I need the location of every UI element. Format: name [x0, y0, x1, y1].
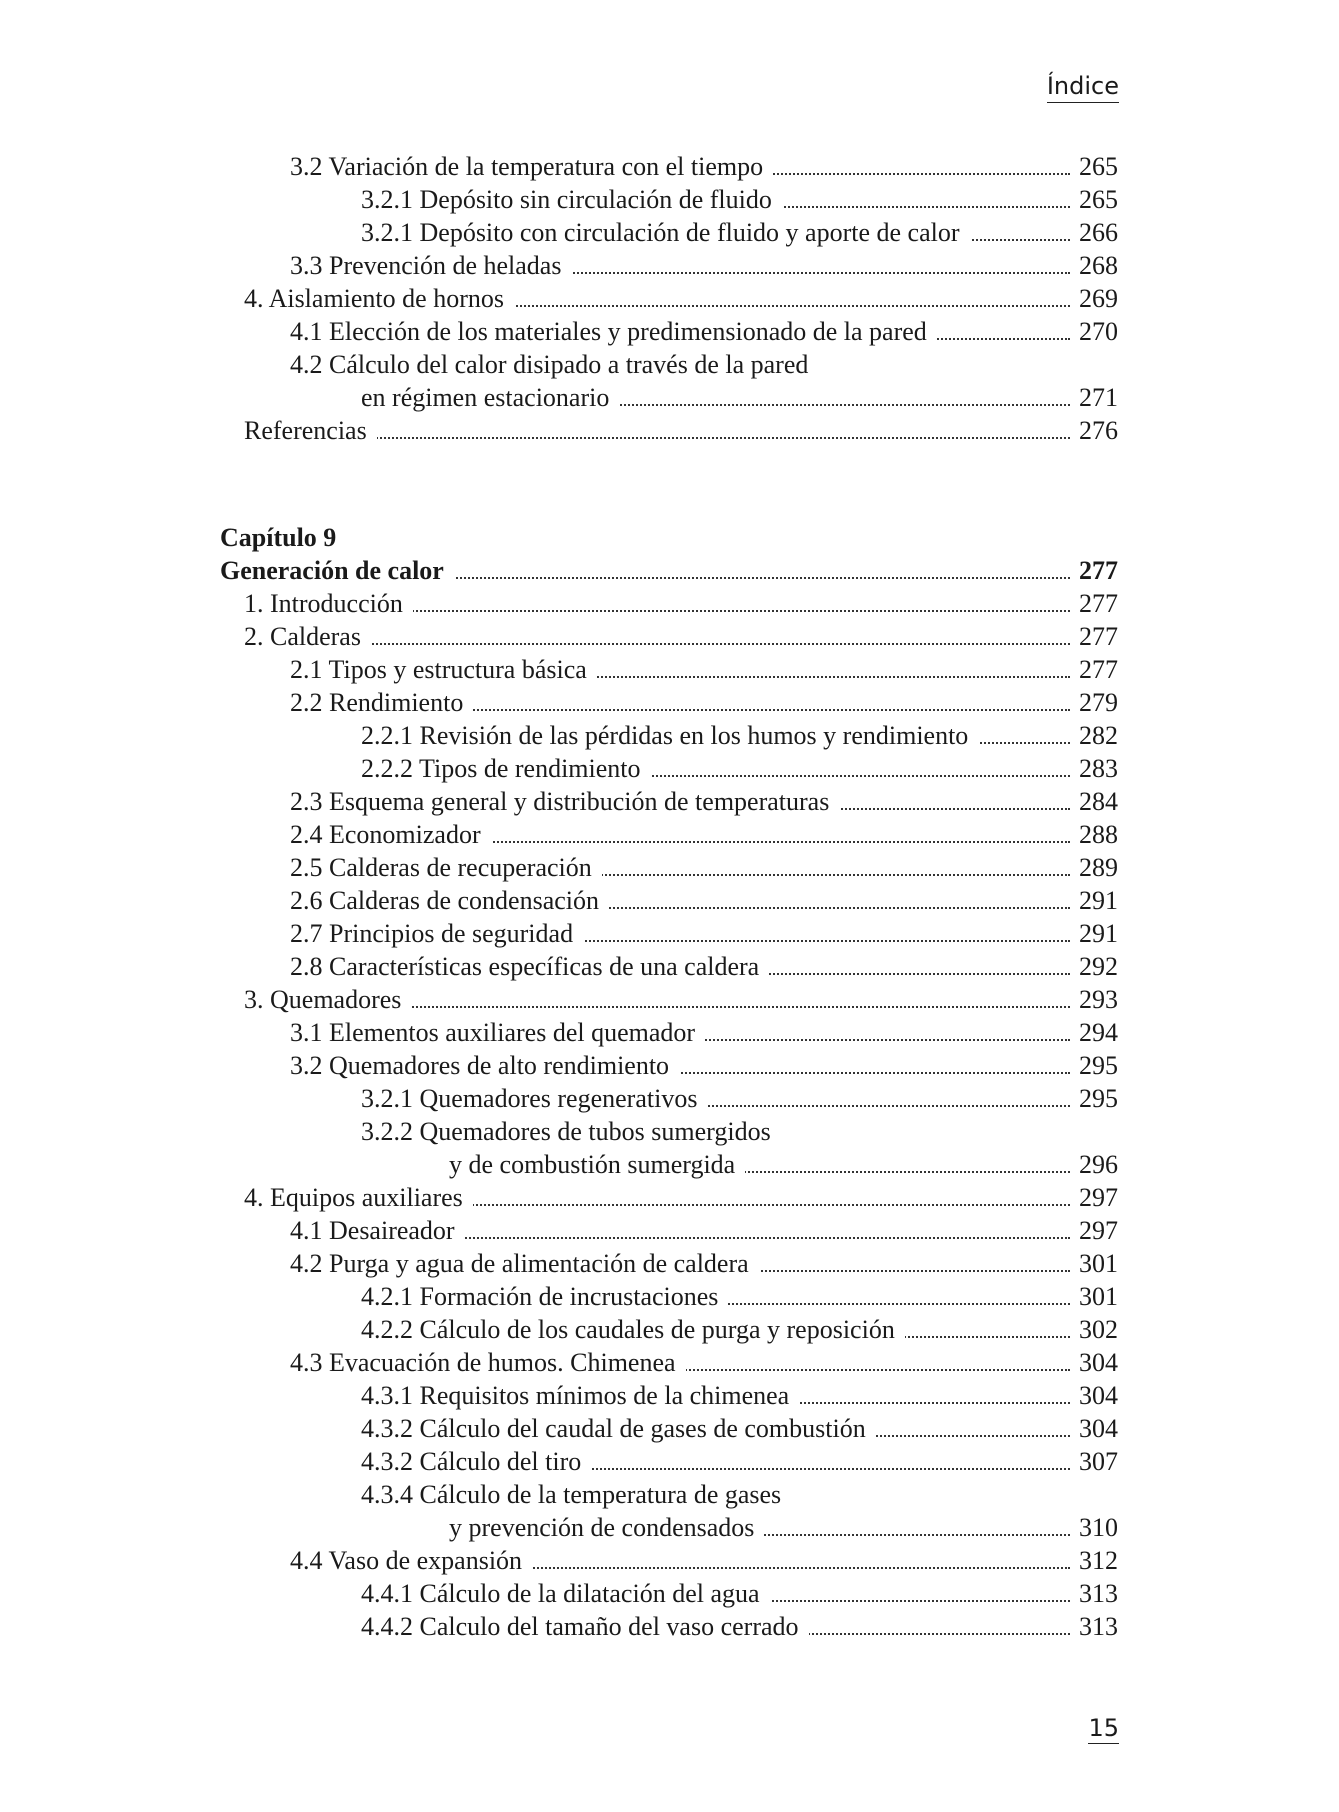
- toc-entry-page: 269: [1071, 282, 1118, 315]
- toc-entry-title: y prevención de condensados: [449, 1511, 764, 1544]
- toc-entry-page: 297: [1071, 1214, 1118, 1247]
- toc-entry-page: 295: [1071, 1049, 1118, 1082]
- toc-entry[interactable]: [220, 1412, 1118, 1445]
- toc-entry[interactable]: [220, 1610, 1118, 1643]
- toc-entry-title: 4.2.2 Cálculo de los caudales de purga y reposición: [361, 1313, 905, 1346]
- toc-entry-title: 4.1 Elección de los materiales y predimensionado de la pared: [290, 315, 937, 348]
- toc-entry-page: 279: [1071, 686, 1118, 719]
- toc-entry-title: en régimen estacionario: [361, 381, 619, 414]
- toc-entry[interactable]: [220, 752, 1118, 785]
- toc-entry[interactable]: [220, 1544, 1118, 1577]
- toc-entry[interactable]: [220, 950, 1118, 983]
- toc-entry[interactable]: [220, 1115, 1118, 1148]
- toc-entry-title: 3. Quemadores: [244, 983, 411, 1016]
- toc-entry[interactable]: [220, 1247, 1118, 1280]
- toc-entry-title: 4. Aislamiento de hornos: [244, 282, 514, 315]
- toc-entry-page: 301: [1071, 1247, 1118, 1280]
- toc-entry[interactable]: [220, 1346, 1118, 1379]
- toc-entry-page: 265: [1071, 150, 1118, 183]
- toc-entry-title: Generación de calor: [220, 554, 454, 587]
- toc-entry-title: 3.2 Quemadores de alto rendimiento: [290, 1049, 679, 1082]
- toc-entry-page: 293: [1071, 983, 1118, 1016]
- toc-entry[interactable]: [220, 1511, 1118, 1544]
- toc-entry-title: 2.1 Tipos y estructura básica: [290, 653, 597, 686]
- toc-entry-title: 4. Equipos auxiliares: [244, 1181, 473, 1214]
- toc-entry-page: 295: [1071, 1082, 1118, 1115]
- toc-entry-page: 271: [1071, 381, 1118, 414]
- toc-entry-title: 2.2.1 Revisión de las pérdidas en los humos y rendimiento: [361, 719, 978, 752]
- toc-entry-title: 2.5 Calderas de recuperación: [290, 851, 602, 884]
- toc-entry-page: 304: [1071, 1379, 1118, 1412]
- toc-entry[interactable]: [220, 1214, 1118, 1247]
- toc-entry[interactable]: [220, 884, 1118, 917]
- toc-entry-page: 276: [1071, 414, 1118, 447]
- toc-entry-title: 2.2.2 Tipos de rendimiento: [361, 752, 651, 785]
- toc-entry-title: 3.2.2 Quemadores de tubos sumergidos: [361, 1115, 781, 1148]
- toc-entry[interactable]: [220, 1181, 1118, 1214]
- chapter-label: Capítulo 9: [220, 523, 337, 552]
- toc-entry-page: 297: [1071, 1181, 1118, 1214]
- toc-entry-page: 282: [1071, 719, 1118, 752]
- toc-entry[interactable]: [220, 1313, 1118, 1346]
- toc-entry-page: 313: [1071, 1610, 1118, 1643]
- toc-entry-page: 301: [1071, 1280, 1118, 1313]
- toc-entry-title: 2. Calderas: [244, 620, 371, 653]
- toc-entry[interactable]: [220, 282, 1118, 315]
- toc-entry-title: 1. Introducción: [244, 587, 413, 620]
- toc-entry[interactable]: [220, 686, 1118, 719]
- toc-chapter-section: [220, 554, 1118, 1643]
- toc-entry-page: 284: [1071, 785, 1118, 818]
- toc-entry[interactable]: [220, 1280, 1118, 1313]
- toc-entry-title: 4.4 Vaso de expansión: [290, 1544, 532, 1577]
- toc-entry-page: 313: [1071, 1577, 1118, 1610]
- toc-entry[interactable]: [220, 983, 1118, 1016]
- toc-entry-page: 296: [1071, 1148, 1118, 1181]
- toc-entry-title: 4.1 Desaireador: [290, 1214, 465, 1247]
- toc-entry-title: 3.3 Prevención de heladas: [290, 249, 571, 282]
- toc-entry-page: 291: [1071, 917, 1118, 950]
- toc-entry[interactable]: [220, 1082, 1118, 1115]
- toc-entry[interactable]: [220, 315, 1118, 348]
- toc-entry-title: 3.1 Elementos auxiliares del quemador: [290, 1016, 705, 1049]
- toc-entry-title: 4.3.2 Cálculo del caudal de gases de combustión: [361, 1412, 876, 1445]
- toc-entry-page: 277: [1071, 554, 1118, 587]
- toc-entry[interactable]: [220, 719, 1118, 752]
- toc-entry-page: 270: [1071, 315, 1118, 348]
- toc-entry[interactable]: [220, 414, 1118, 447]
- toc-entry[interactable]: [220, 620, 1118, 653]
- toc-entry-page: 289: [1071, 851, 1118, 884]
- toc-chapter-title-row[interactable]: [220, 554, 1118, 587]
- toc-entry-page: 302: [1071, 1313, 1118, 1346]
- toc-entry[interactable]: [220, 1016, 1118, 1049]
- toc-entry-title: 2.6 Calderas de condensación: [290, 884, 609, 917]
- toc-entry-title: 4.2 Purga y agua de alimentación de caldera: [290, 1247, 759, 1280]
- toc-entry[interactable]: [220, 1577, 1118, 1610]
- toc-entry-title: 3.2.1 Depósito con circulación de fluido y aporte de calor: [361, 216, 970, 249]
- toc-entry-title: 2.7 Principios de seguridad: [290, 917, 583, 950]
- page-number: 15: [1088, 1714, 1119, 1742]
- toc-entry[interactable]: [220, 785, 1118, 818]
- toc-entry-page: 288: [1071, 818, 1118, 851]
- toc-continued-section: [220, 150, 1118, 447]
- toc-entry[interactable]: [220, 818, 1118, 851]
- toc-entry-page: 307: [1071, 1445, 1118, 1478]
- toc-entry[interactable]: [220, 1049, 1118, 1082]
- toc-entry-title: 4.4.1 Cálculo de la dilatación del agua: [361, 1577, 770, 1610]
- toc-entry-title: 4.3.4 Cálculo de la temperatura de gases: [361, 1478, 791, 1511]
- toc-entry-page: 304: [1071, 1412, 1118, 1445]
- toc-entry-title: 4.3.1 Requisitos mínimos de la chimenea: [361, 1379, 799, 1412]
- toc-entry[interactable]: [220, 216, 1118, 249]
- toc-entry-page: 304: [1071, 1346, 1118, 1379]
- toc-entry-title: 4.3.2 Cálculo del tiro: [361, 1445, 591, 1478]
- toc-entry-page: 277: [1071, 620, 1118, 653]
- toc-entry[interactable]: [220, 587, 1118, 620]
- toc-entry[interactable]: [220, 917, 1118, 950]
- toc-entry[interactable]: [220, 851, 1118, 884]
- toc-entry-page: 292: [1071, 950, 1118, 983]
- toc-entry-title: 2.8 Características específicas de una caldera: [290, 950, 769, 983]
- toc-entry[interactable]: [220, 150, 1118, 183]
- toc-entry-page: 294: [1071, 1016, 1118, 1049]
- toc-entry-title: 4.2 Cálculo del calor disipado a través de la pared: [290, 348, 818, 381]
- toc-entry-title: 2.3 Esquema general y distribución de temperaturas: [290, 785, 839, 818]
- toc-entry[interactable]: [220, 1148, 1118, 1181]
- toc-entry-title: 4.2.1 Formación de incrustaciones: [361, 1280, 728, 1313]
- toc-entry-title: 4.4.2 Calculo del tamaño del vaso cerrado: [361, 1610, 809, 1643]
- toc-entry[interactable]: [220, 381, 1118, 414]
- toc-entry-page: 265: [1071, 183, 1118, 216]
- toc-entry-title: 2.2 Rendimiento: [290, 686, 473, 719]
- toc-entry-page: 277: [1071, 653, 1118, 686]
- toc-entry-page: 266: [1071, 216, 1118, 249]
- toc-entry-page: 312: [1071, 1544, 1118, 1577]
- toc-entry-page: 277: [1071, 587, 1118, 620]
- toc-entry-title: 4.3 Evacuación de humos. Chimenea: [290, 1346, 686, 1379]
- toc-entry-title: 2.4 Economizador: [290, 818, 491, 851]
- toc-entry[interactable]: [220, 1379, 1118, 1412]
- toc-entry-page: 268: [1071, 249, 1118, 282]
- toc-entry-page: 291: [1071, 884, 1118, 917]
- toc-entry[interactable]: [220, 653, 1118, 686]
- toc-entry[interactable]: [220, 1445, 1118, 1478]
- running-header: Índice: [1047, 72, 1119, 103]
- toc-entry[interactable]: [220, 183, 1118, 216]
- toc-entry-page: 310: [1071, 1511, 1118, 1544]
- toc-entry-title: 3.2.1 Quemadores regenerativos: [361, 1082, 707, 1115]
- toc-entry-title: 3.2.1 Depósito sin circulación de fluido: [361, 183, 782, 216]
- toc-entry-page: 283: [1071, 752, 1118, 785]
- toc-entry-title: Referencias: [244, 414, 377, 447]
- toc-entry-title: y de combustión sumergida: [449, 1148, 745, 1181]
- toc-entry[interactable]: [220, 348, 1118, 381]
- toc-entry[interactable]: [220, 249, 1118, 282]
- toc-entry-title: 3.2 Variación de la temperatura con el tiempo: [290, 150, 773, 183]
- toc-entry[interactable]: [220, 1478, 1118, 1511]
